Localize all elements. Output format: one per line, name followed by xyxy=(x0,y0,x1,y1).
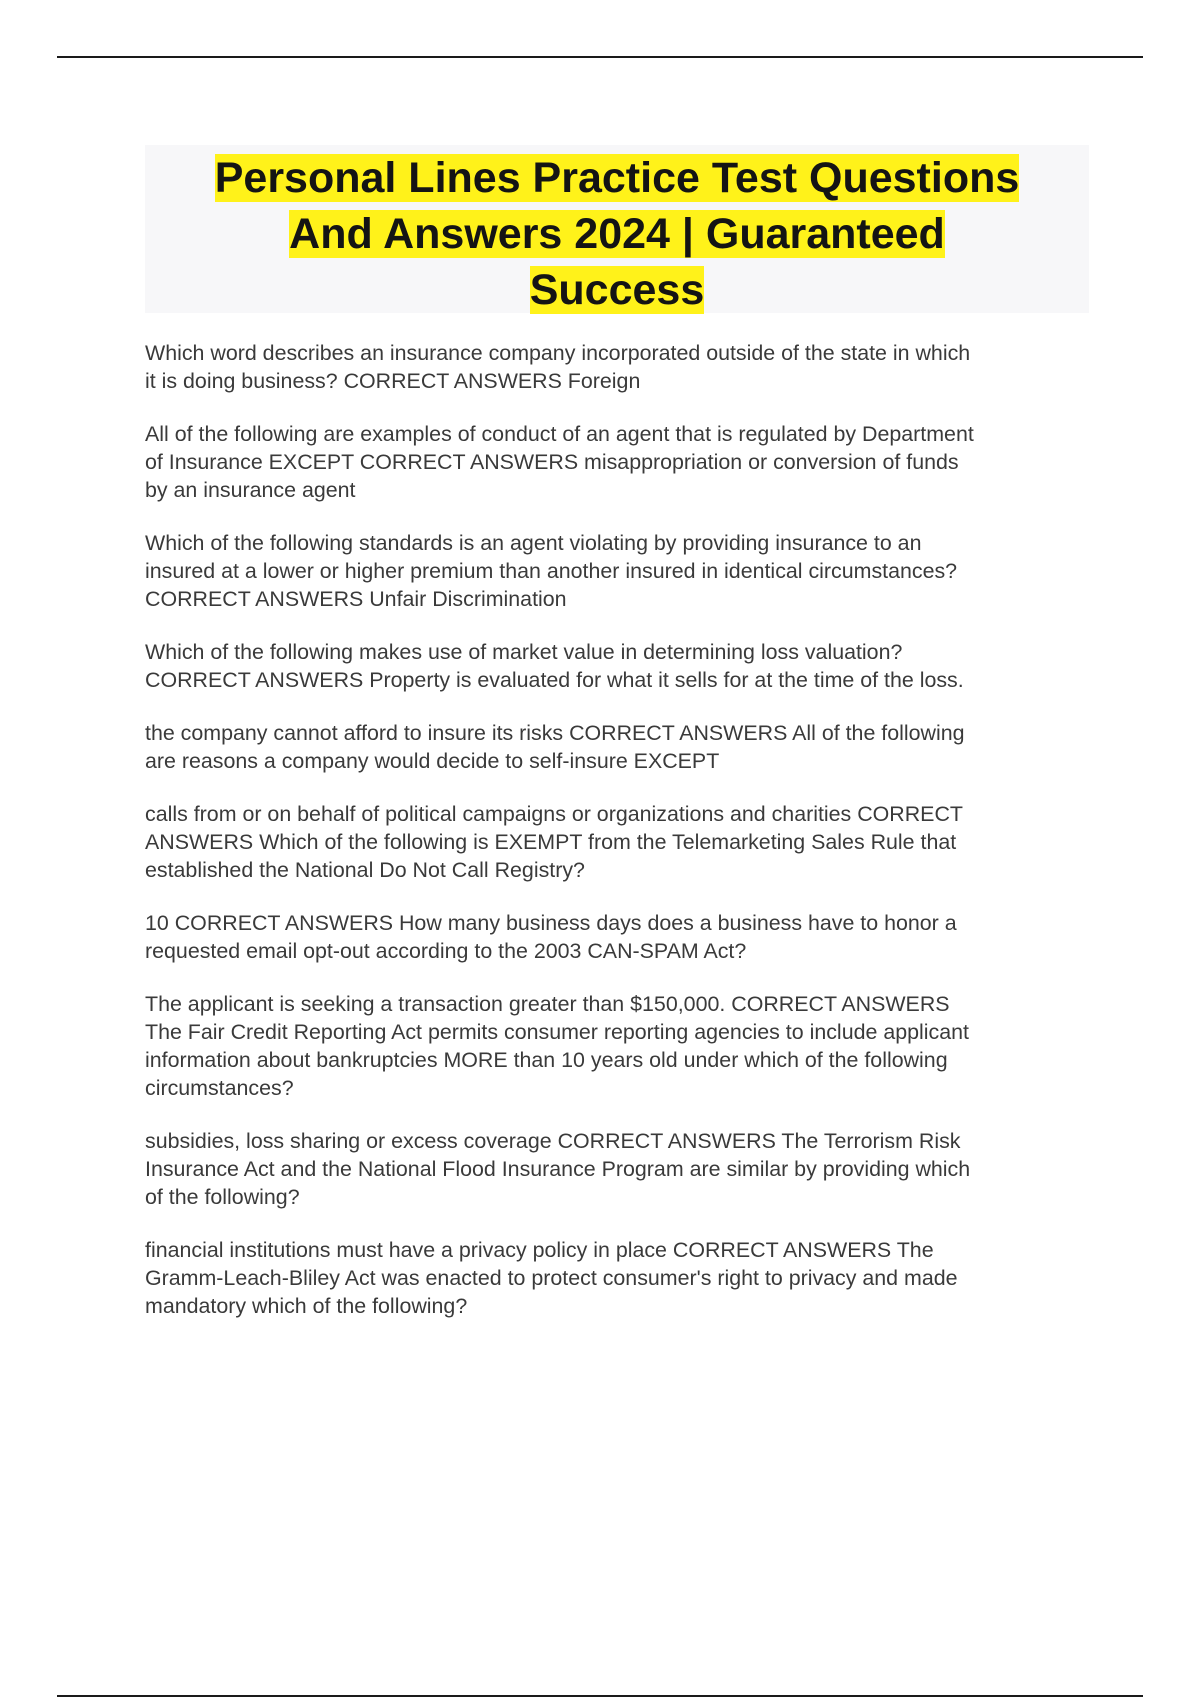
qa-item: calls from or on behalf of political campaigns or organizations and charities CORRECT ANSWERS Which of the following is EXEMPT from the Telemarketing Sales Rule that established the National Do Not Call Registry? xyxy=(145,802,963,882)
qa-item: The applicant is seeking a transaction greater than $150,000. CORRECT ANSWERS The Fair Credit Reporting Act permits consumer reporting agencies to include applicant information about bankruptcies MORE than 10 years old under which of the following circumstances? xyxy=(145,992,969,1100)
qa-item: Which word describes an insurance company incorporated outside of the state in which it is doing business? CORRECT ANSWERS Foreign xyxy=(145,341,971,393)
title-block xyxy=(145,145,1089,313)
qa-item: subsidies, loss sharing or excess coverage CORRECT ANSWERS The Terrorism Risk Insurance Act and the National Flood Insurance Program are similar by providing which of the following? xyxy=(145,1129,971,1209)
qa-list xyxy=(145,339,1090,1320)
top-rule xyxy=(57,56,1143,58)
qa-item: 10 CORRECT ANSWERS How many business days does a business have to honor a requested email opt-out according to the 2003 CAN-SPAM Act? xyxy=(145,911,957,963)
qa-item: financial institutions must have a privacy policy in place CORRECT ANSWERS The Gramm-Leach-Bliley Act was enacted to protect consumer's right to privacy and made mandatory which of the following? xyxy=(145,1238,958,1318)
qa-item: Which of the following makes use of market value in determining loss valuation? CORRECT ANSWERS Property is evaluated for what it sells for at the time of the loss. xyxy=(145,640,964,692)
qa-item: Which of the following standards is an agent violating by providing insurance to an insured at a lower or higher premium than another insured in identical circumstances? CORRECT ANSWERS Unfair Discrimination xyxy=(145,531,958,611)
qa-item: All of the following are examples of conduct of an agent that is regulated by Department of Insurance EXCEPT CORRECT ANSWERS misappropriation or conversion of funds by an insurance agent xyxy=(145,422,974,502)
bottom-rule xyxy=(57,1695,1143,1697)
title-highlight: Personal Lines Practice Test Questions And Answers 2024 | Guaranteed Success xyxy=(214,154,1020,314)
page-title xyxy=(145,150,1089,318)
qa-item: the company cannot afford to insure its risks CORRECT ANSWERS All of the following are reasons a company would decide to self-insure EXCEPT xyxy=(145,721,965,773)
